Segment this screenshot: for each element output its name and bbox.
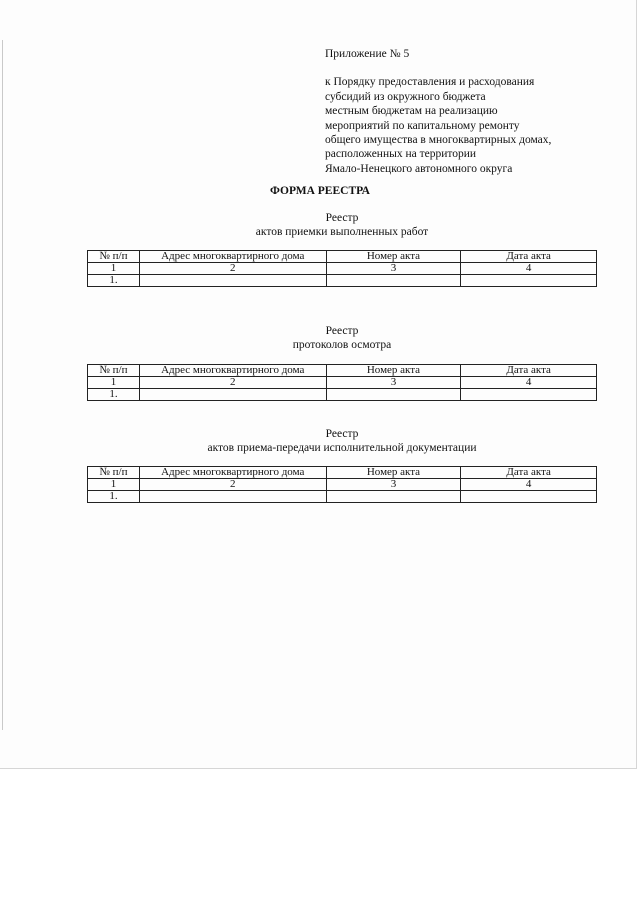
column-number-cell: 1 <box>88 479 140 491</box>
register-subtitle: актов приемки выполненных работ <box>255 225 429 238</box>
register-2-heading <box>0 325 640 352</box>
appendix-number: Приложение № 5 <box>325 48 410 60</box>
empty-cell <box>326 491 461 503</box>
header-cell: Дата акта <box>461 365 597 377</box>
header-cell: Адрес многоквартирного дома <box>139 251 326 263</box>
row-number-cell: 1. <box>88 275 140 287</box>
column-number-cell: 2 <box>139 479 326 491</box>
appendix-block <box>325 47 551 176</box>
register-1-heading <box>0 212 640 239</box>
header-cell: Номер акта <box>326 251 461 263</box>
column-number-cell: 4 <box>461 377 597 389</box>
row-number-cell: 1. <box>88 389 140 401</box>
table-header-row <box>88 365 597 377</box>
empty-cell <box>139 491 326 503</box>
register-title: Реестр <box>325 428 359 440</box>
table-row <box>88 491 597 503</box>
scan-edge-line <box>2 40 3 730</box>
column-number-row <box>88 479 597 491</box>
header-cell: № п/п <box>88 365 140 377</box>
table-header-row <box>88 251 597 263</box>
appendix-line: мероприятий по капитальному ремонту <box>325 119 520 132</box>
empty-cell <box>461 389 597 401</box>
header-cell: № п/п <box>88 251 140 263</box>
column-number-cell: 2 <box>139 377 326 389</box>
column-number-cell: 3 <box>326 479 461 491</box>
register-2-table <box>87 364 597 401</box>
header-cell: Адрес многоквартирного дома <box>139 467 326 479</box>
register-3-heading <box>0 428 640 455</box>
appendix-line: Ямало-Ненецкого автономного округа <box>325 162 513 175</box>
header-cell: Дата акта <box>461 251 597 263</box>
column-number-cell: 3 <box>326 263 461 275</box>
register-1-table <box>87 250 597 287</box>
empty-cell <box>139 389 326 401</box>
appendix-line: к Порядку предоставления и расходования <box>325 76 535 89</box>
register-subtitle: протоколов осмотра <box>292 338 392 351</box>
register-title: Реестр <box>325 212 359 224</box>
column-number-cell: 3 <box>326 377 461 389</box>
empty-cell <box>461 491 597 503</box>
column-number-cell: 2 <box>139 263 326 275</box>
register-subtitle: актов приема-передачи исполнительной документации <box>207 441 477 454</box>
register-title: Реестр <box>325 325 359 337</box>
empty-cell <box>139 275 326 287</box>
column-number-row <box>88 377 597 389</box>
column-number-cell: 4 <box>461 263 597 275</box>
header-cell: Дата акта <box>461 467 597 479</box>
column-number-cell: 1 <box>88 377 140 389</box>
empty-cell <box>326 275 461 287</box>
header-cell: № п/п <box>88 467 140 479</box>
appendix-line: субсидий из окружного бюджета <box>325 90 486 103</box>
table-header-row <box>88 467 597 479</box>
empty-cell <box>326 389 461 401</box>
column-number-cell: 1 <box>88 263 140 275</box>
table-row <box>88 389 597 401</box>
form-title: ФОРМА РЕЕСТРА <box>269 185 370 197</box>
register-3-table <box>87 466 597 503</box>
column-number-cell: 4 <box>461 479 597 491</box>
column-number-row <box>88 263 597 275</box>
empty-cell <box>461 275 597 287</box>
appendix-line: местным бюджетам на реализацию <box>325 105 498 118</box>
header-cell: Номер акта <box>326 365 461 377</box>
header-cell: Адрес многоквартирного дома <box>139 365 326 377</box>
row-number-cell: 1. <box>88 491 140 503</box>
table-row <box>88 275 597 287</box>
header-cell: Номер акта <box>326 467 461 479</box>
appendix-line: общего имущества в многоквартирных домах, <box>325 134 552 147</box>
appendix-line: расположенных на территории <box>325 148 477 161</box>
